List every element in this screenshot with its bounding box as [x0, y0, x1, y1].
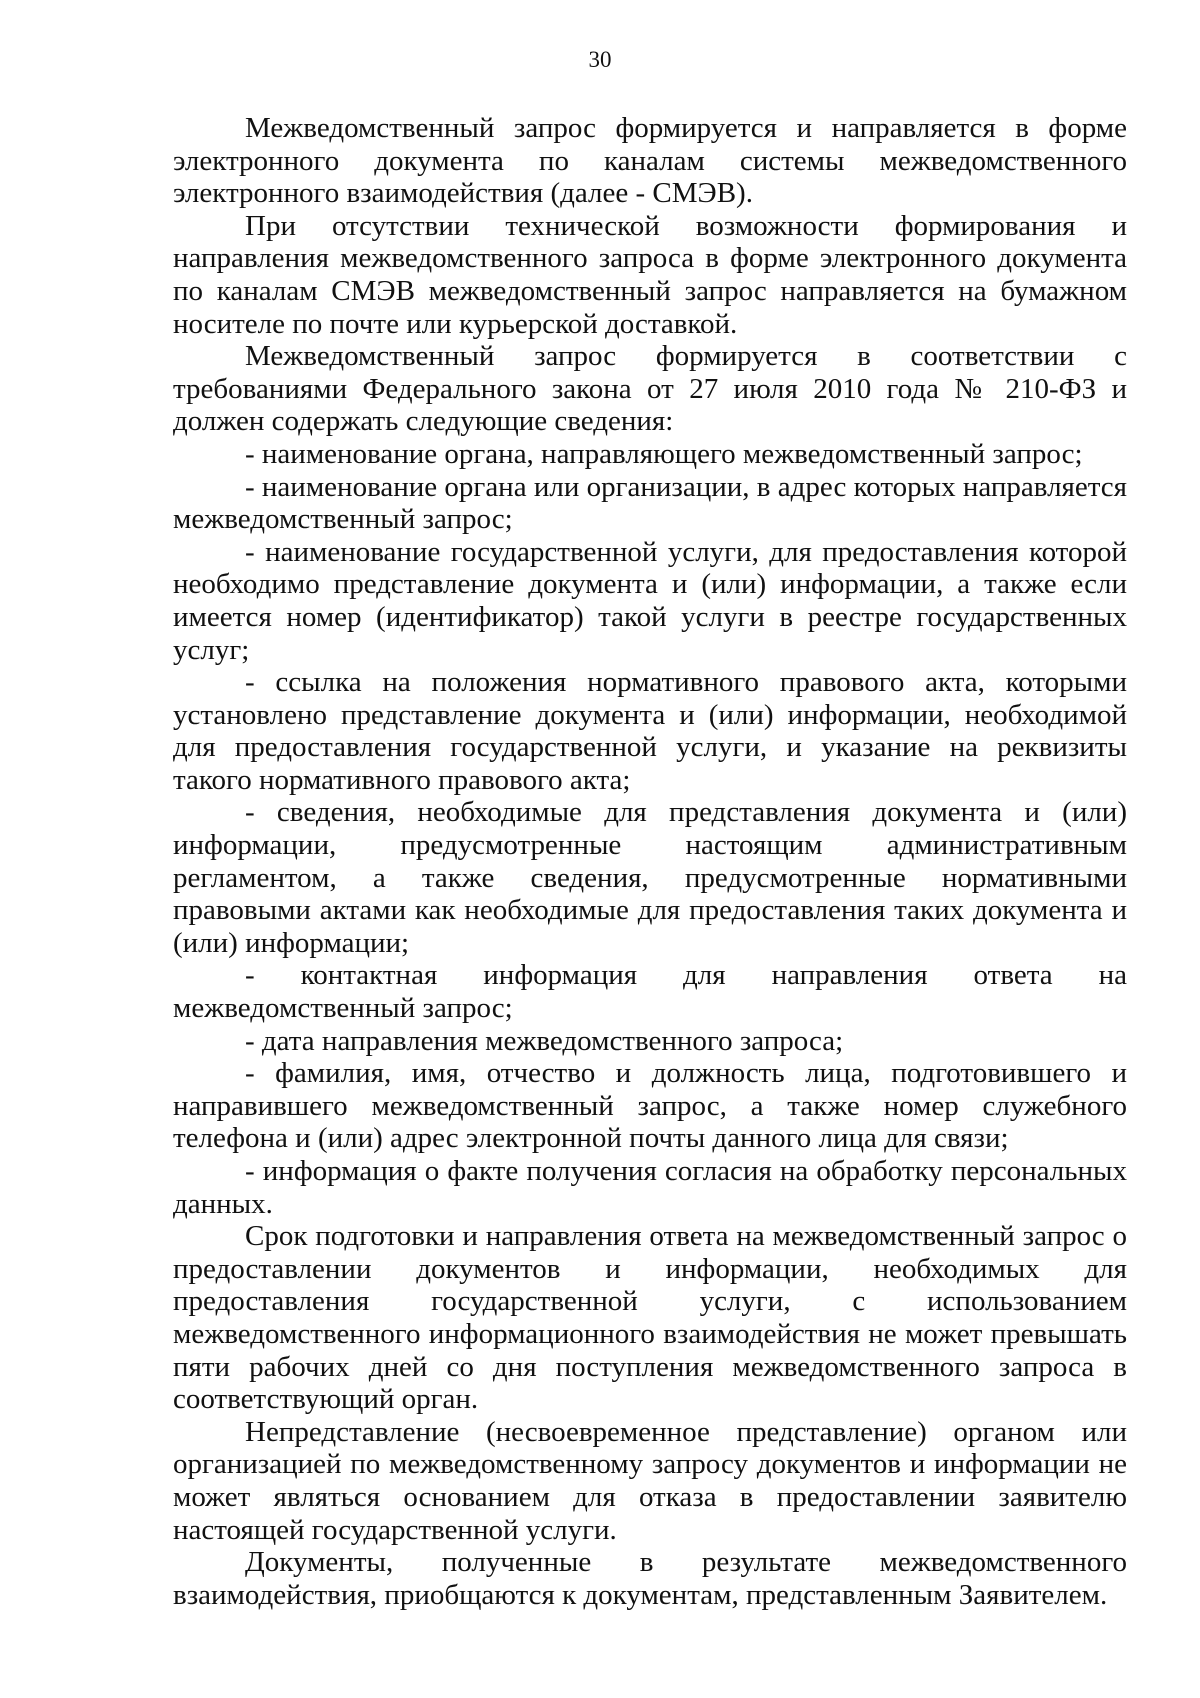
list-item-request-date: - дата направления межведомственного запроса; — [245, 1024, 844, 1057]
list-item-required-info: - сведения, необходимые для представления документа и (или) информации, предусмотренные настоящим административным регламентом, а также сведения, предусмотренные нормативными правовыми актами как необходимые для предоставления таких документа и (или) информации; — [173, 796, 1127, 959]
paragraph-request-requirements: Межведомственный запрос формируется в соответствии с требованиями Федерального закона от 27 июля 2010 года № 210-ФЗ и должен содержать следующие сведения: — [173, 340, 1127, 438]
page-number: 30 — [588, 47, 612, 72]
list-item-contact-info: - контактная информация для направления ответа на межведомственный запрос; — [173, 959, 1127, 1025]
document-body — [173, 112, 1127, 1611]
list-item-receiving-body: - наименование органа или организации, в адрес которых направляется межведомственный запрос; — [173, 470, 1127, 536]
paragraph-paper-fallback: При отсутствии технической возможности формирования и направления межведомственного запроса в форме электронного документа по каналам СМЭВ межведомственный запрос направляется на бумажном носителе по почте или курьерской доставкой. — [173, 209, 1127, 340]
list-item-sending-body: - наименование органа, направляющего межведомственный запрос; — [245, 437, 1083, 470]
paragraph-response-deadline: Срок подготовки и направления ответа на межведомственный запрос о предоставлении документов и информации, необходимых для предоставления государственной услуги, с использованием межведомственного информационного взаимодействия не может превышать пяти рабочих дней со дня поступления межведомственного запроса в соответствующий орган. — [173, 1220, 1127, 1416]
list-item-consent: - информация о факте получения согласия на обработку персональных данных. — [173, 1155, 1127, 1220]
paragraph-smev-form: Межведомственный запрос формируется и направляется в форме электронного документа по каналам системы межведомственного электронного взаимодействия (далее - СМЭВ). — [173, 112, 1127, 210]
list-item-service-name: - наименование государственной услуги, для предоставления которой необходимо представление документа и (или) информации, а также если имеется номер (идентификатор) такой услуги в реестре государственных услуг; — [173, 535, 1127, 666]
paragraph-documents-attached: Документы, полученные в результате межведомственного взаимодействия, приобщаются к документам, представленным Заявителем. — [173, 1546, 1127, 1611]
list-item-legal-reference: - ссылка на положения нормативного правового акта, которыми установлено представление документа и (или) информации, необходимой для предоставления государственной услуги, и указание на реквизиты такого нормативного правового акта; — [173, 666, 1127, 796]
paragraph-non-submission: Непредставление (несвоевременное представление) органом или организацией по межведомственному запросу документов и информации не может являться основанием для отказа в предоставлении заявителю настоящей государственной услуги. — [173, 1415, 1127, 1546]
list-item-responsible-person: - фамилия, имя, отчество и должность лица, подготовившего и направившего межведомственный запрос, а также номер служебного телефона и (или) адрес электронной почты данного лица для связи; — [173, 1057, 1127, 1155]
